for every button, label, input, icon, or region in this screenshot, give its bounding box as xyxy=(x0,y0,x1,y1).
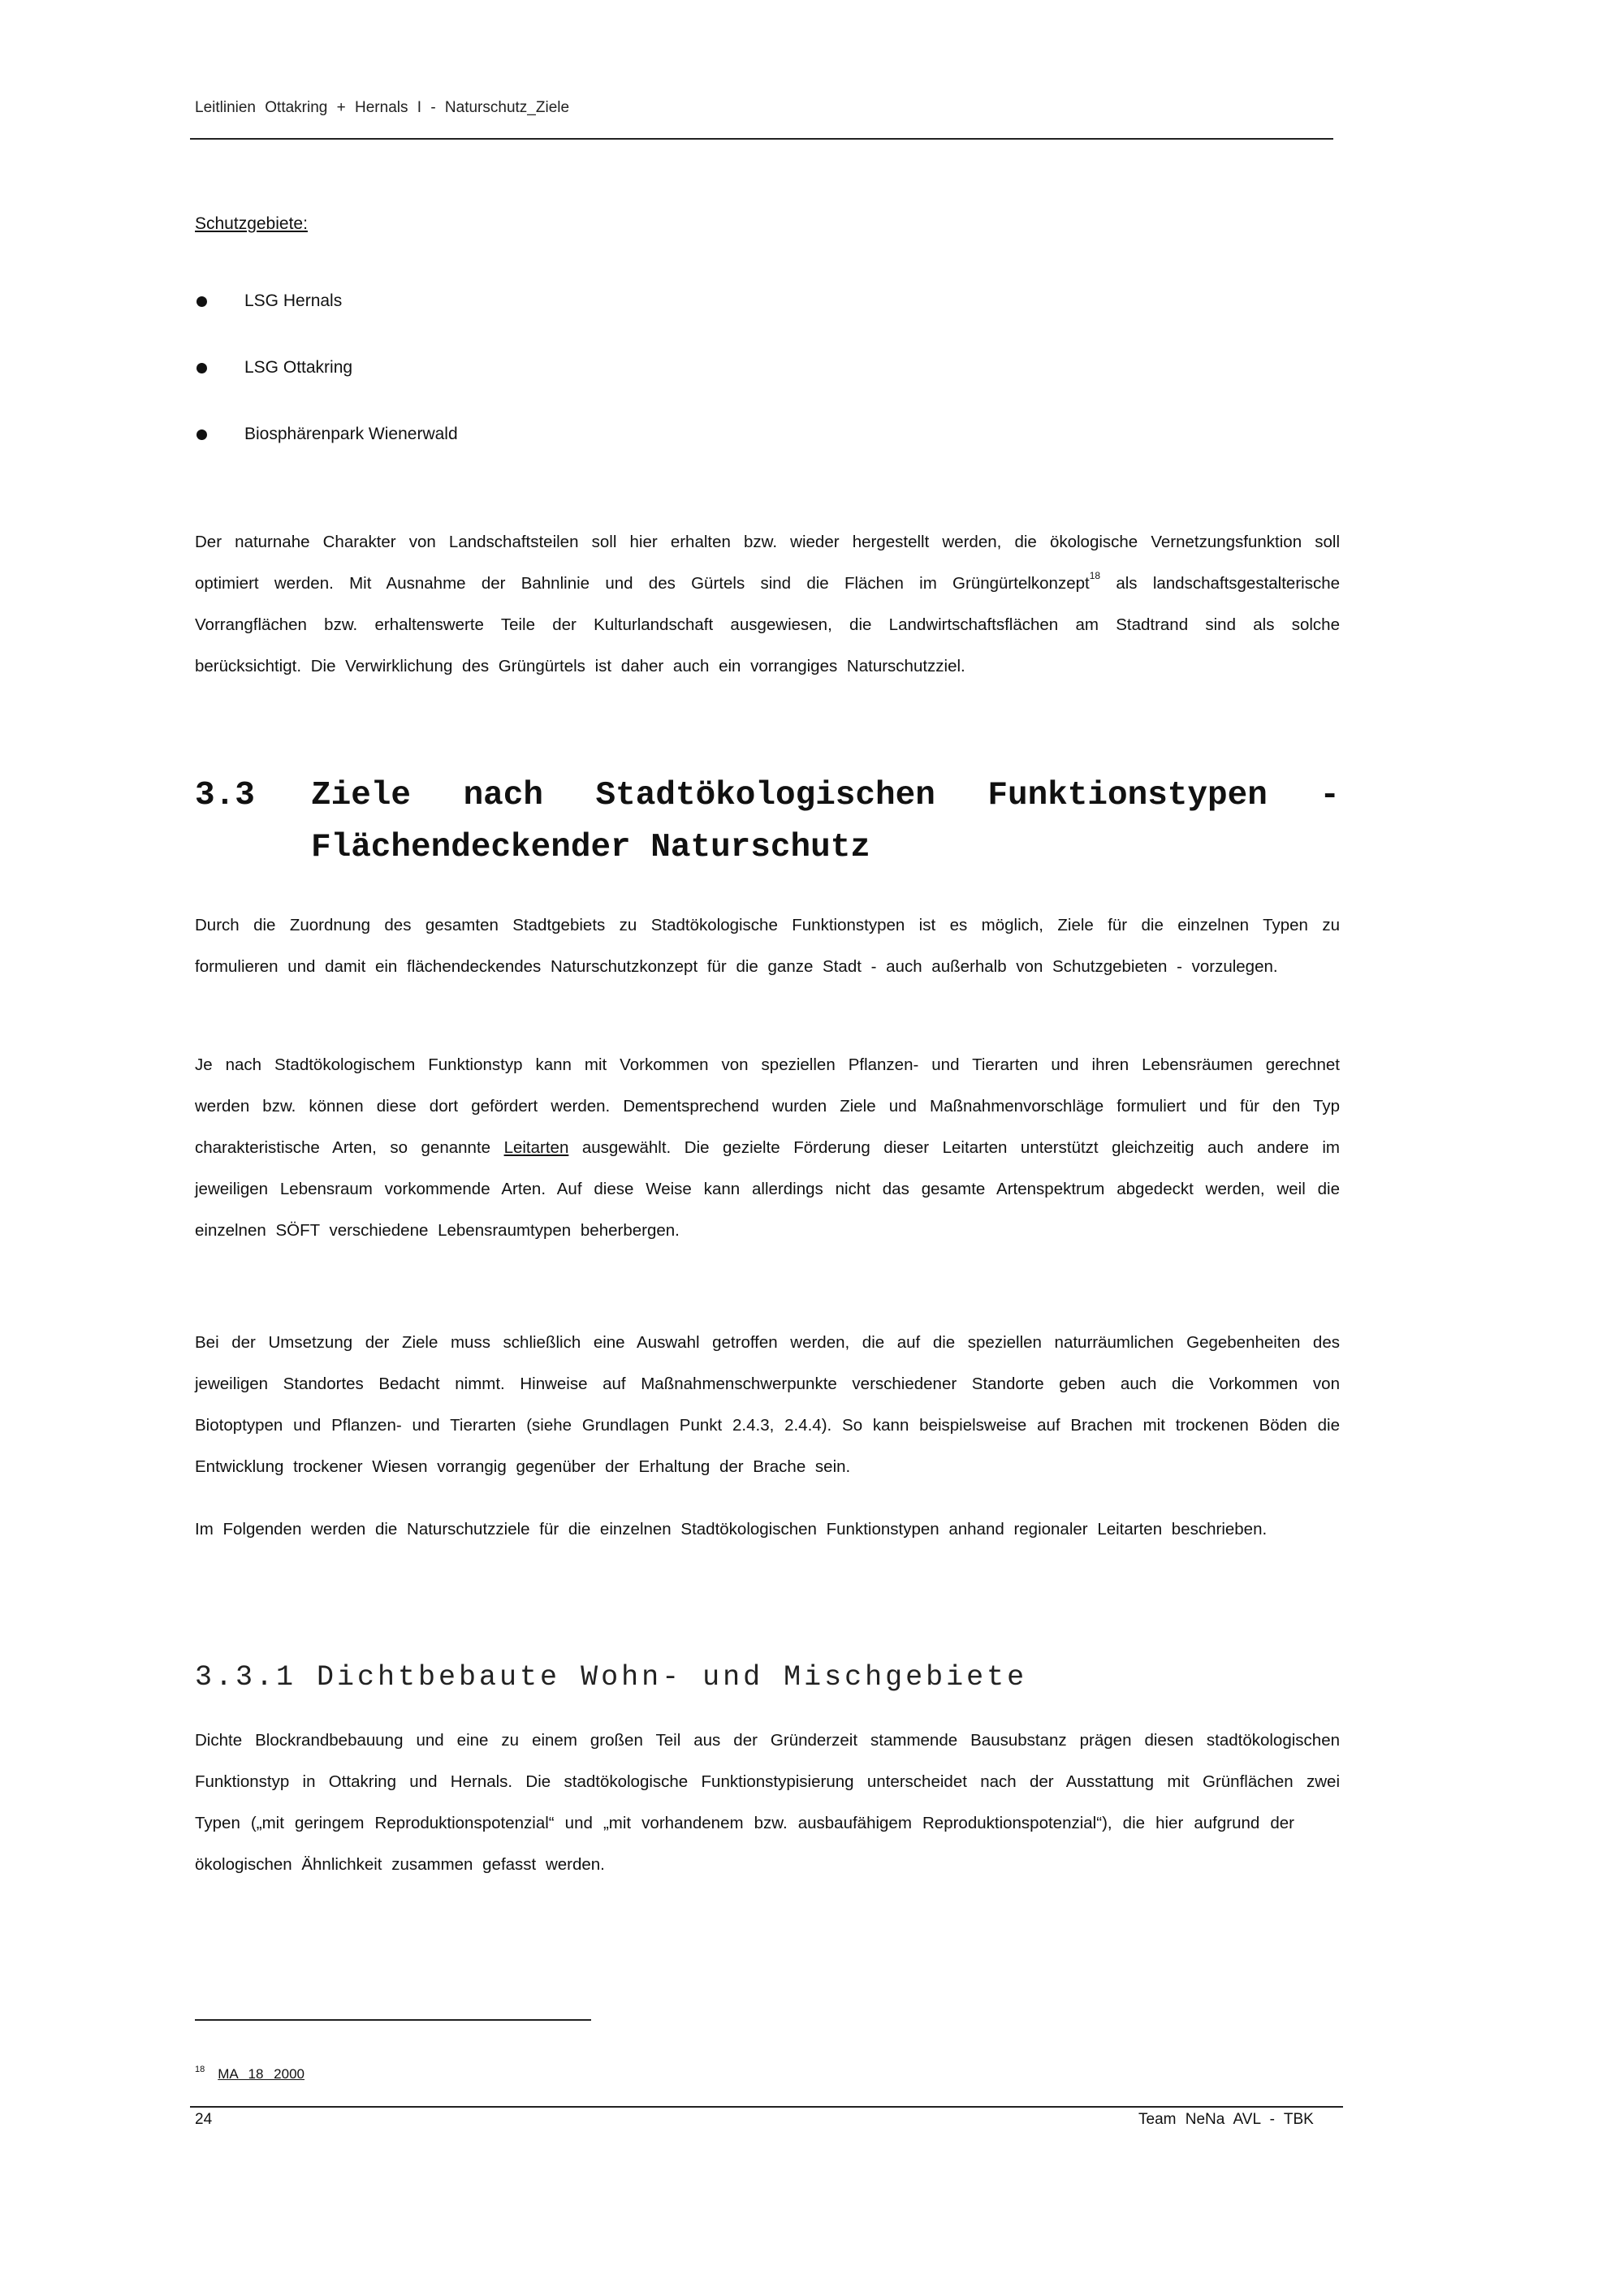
section-heading-line2: Flächendeckender Naturschutz xyxy=(311,829,870,866)
paragraph-leitarten xyxy=(195,1044,1340,1251)
page-header-title: Leitlinien Ottakring + Hernals I - Naturschutz_Ziele xyxy=(195,99,570,116)
paragraph-text: ökologischen Ähnlichkeit zusammen gefasst werden. xyxy=(195,1855,605,1874)
schutzgebiete-label: Schutzgebiete: xyxy=(195,214,308,233)
paragraph-text: ausgewählt. Die gezielte Förderung dieser Leitarten unterstützt gleichzeitig auch andere im jeweiligen Lebensraum vorkommende Arten. Auf diese Weise kann allerdings nicht das gesamte Artenspektrum abgedeckt werden, weil die einzelnen SÖFT verschiedene Lebensraumtypen beherbergen. xyxy=(195,1138,1340,1240)
footnote xyxy=(195,2065,304,2082)
paragraph-folgenden xyxy=(195,1508,1340,1550)
paragraph-text: Im Folgenden werden die Naturschutzziele für die einzelnen Stadtökologischen Funktionstypen anhand regionaler Leitarten beschrieben. xyxy=(195,1520,1268,1539)
paragraph-dichtbebaut xyxy=(195,1720,1340,1885)
bullet-icon xyxy=(197,429,207,440)
paragraph-text: als landschaftsgestalterische Vorrangflächen bzw. erhaltenswerte Teile der Kulturlandschaft ausgewiesen, die Landwirtschaftsflächen am Stadtrand sind als solche berücksichtigt. Die Verwirklichung des Grüngürtels ist daher auch ein vorrangiges Naturschutzziel. xyxy=(195,574,1341,675)
list-item xyxy=(195,334,844,401)
heading-word: Stadtökologischen xyxy=(595,777,935,814)
paragraph-text: Der naturnahe Charakter von Landschaftsteilen soll hier erhalten bzw. wieder hergestellt werden, die ökologische Vernetzungsfunktion soll optimiert werden. Mit Ausnahme der Bahnlinie und des Gürtels sind die Flächen im Grüngürtelkonzept xyxy=(195,533,1340,593)
paragraph-text: Bei der Umsetzung der Ziele muss schließlich eine Auswahl getroffen werden, die auf die speziellen naturräumlichen Gegebenheiten des jeweiligen Standortes Bedacht nimmt. Hinweise auf Maßnahmenschwerpunkte verschiedener Standorte geben auch die Vorkommen von Biotoptypen und Pflanzen- und Tierarten (siehe Grundlagen Punkt 2.4.3, 2.4.4). So kann beispielsweise auf Brachen mit trockenen Böden die Entwicklung trockener Wiesen vorrangig gegenüber der Erhaltung der Brache sein. xyxy=(195,1333,1340,1476)
bullet-icon xyxy=(197,363,207,373)
heading-word: Funktionstypen xyxy=(987,777,1268,814)
footnote-text: MA 18 2000 xyxy=(218,2066,304,2082)
footnote-number: 18 xyxy=(195,2065,205,2074)
leitarten-term: Leitarten xyxy=(503,1138,569,1157)
list-item xyxy=(195,268,844,334)
paragraph-landscape xyxy=(195,521,1340,687)
section-heading-3-3 xyxy=(195,770,1340,874)
paragraph-text: Durch die Zuordnung des gesamten Stadtgebiets zu Stadtökologische Funktionstypen ist es möglich, Ziele für die einzelnen Typen zu formulieren und damit ein flächendeckendes Naturschutzkonzept für die ganze Stadt - auch außerhalb von Schutzgebieten - vorzulegen. xyxy=(195,916,1340,976)
paragraph-umsetzung xyxy=(195,1322,1340,1487)
header-divider xyxy=(190,138,1333,140)
section-heading-3-3-1: 3.3.1 Dichtbebaute Wohn- und Mischgebiete xyxy=(195,1661,1028,1694)
footnote-divider xyxy=(195,2019,591,2021)
section-heading-line1 xyxy=(311,770,1340,822)
heading-word: Ziele xyxy=(311,777,412,814)
section-number: 3.3 xyxy=(195,777,255,814)
footer-divider xyxy=(190,2106,1343,2108)
heading-word: nach xyxy=(463,777,543,814)
list-item-label: LSG Hernals xyxy=(244,291,343,310)
heading-word: - xyxy=(1320,777,1340,814)
footnote-reference[interactable]: 18 xyxy=(1089,570,1101,581)
page-number: 24 xyxy=(195,2111,213,2128)
bullet-icon xyxy=(197,296,207,307)
paragraph-text: Dichte Blockrandbebauung und eine zu einem großen Teil aus der Gründerzeit stammende Bausubstanz prägen diesen stadtökologischen Funktionstyp in Ottakring und Hernals. Die stadtökologische Funktionstypisierung unterscheidet nach der Ausstattung mit Grünflächen zwei Typen („mit geringem Reproduktionspotenzial“ und „mit vorhandenem bzw. ausbaufähigem Reproduktionspotenzial“), die hier aufgrund der xyxy=(195,1731,1340,1832)
list-item-label: LSG Ottakring xyxy=(244,358,353,377)
paragraph-text: Je nach Stadtökologischem Funktionstyp kann mit Vorkommen von speziellen Pflanzen- und Tierarten und ihren Lebensräumen gerechnet werden bzw. können diese dort gefördert werden. Dementsprechend wurden Ziele und Maßnahmenvorschläge formuliert und für den Typ charakteristische Arten, so genannte xyxy=(195,1055,1340,1157)
list-item-label: Biosphärenpark Wienerwald xyxy=(244,425,458,443)
paragraph-zuordnung xyxy=(195,904,1340,987)
schutzgebiete-list xyxy=(195,268,844,468)
footer-team: Team NeNa AVL - TBK xyxy=(1138,2111,1314,2128)
list-item xyxy=(195,401,844,468)
